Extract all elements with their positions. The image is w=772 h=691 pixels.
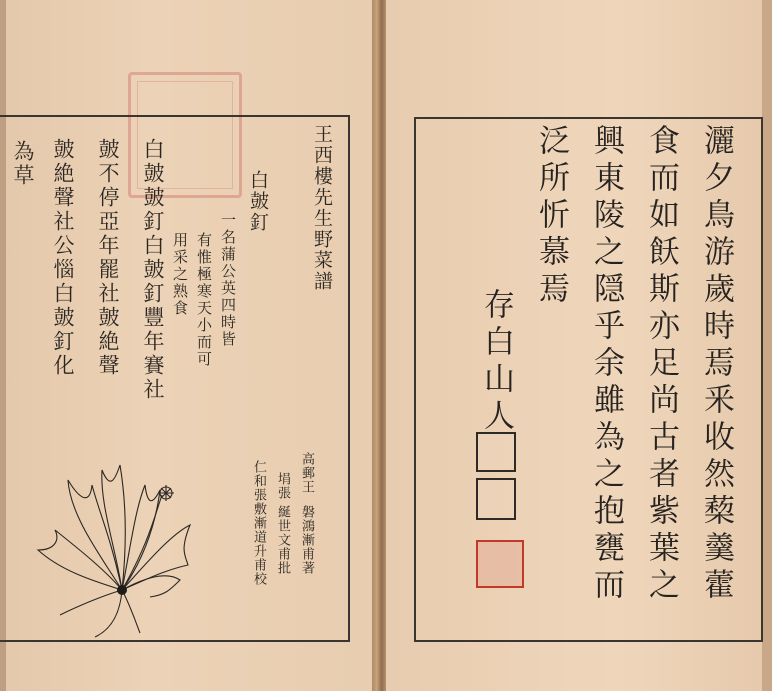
credit-1-suffix: 磐鴻漸甫著 [299,505,314,575]
black-seal-1 [476,432,516,472]
credit-2-suffix: 綖世文甫批 [275,505,290,575]
red-seal-stamp [476,540,524,588]
credit-3: 仁和張敷漸道升甫校 [251,460,266,586]
preface-column-4: 泛所忻慕焉 [533,124,569,309]
black-seal-2 [476,478,516,520]
left-page [0,0,375,691]
page-edge-right [762,0,772,691]
poem-column-1-continued: 皷釘白皷釘豐年賽社 [141,186,165,402]
poem-column-2: 皷不停亞年罷社皷絶聲 [96,138,120,378]
preface-column-2: 食而如飫斯亦足尚古者紫葉之 [643,124,679,605]
entry-heading: 白皷釘 [247,170,269,233]
entry-note-1: 一名蒲公英四時皆 [219,212,237,348]
credit-2-prefix: 埍張 [275,472,290,500]
preface-column-1: 灑夕鳥游歲時焉釆收然蔾羹藿 [698,124,734,605]
poem-column-4: 為草 [11,140,35,188]
poem-column-1: 白皷 [141,138,165,186]
signature: 存白山人 [478,288,514,436]
book-title: 王西樓先生野菜譜 [311,124,333,292]
entry-note-2: 有惟極寒天小而可 [195,232,213,368]
poem-column-3: 皷絶聲社公惱白皷釘化 [51,138,75,378]
preface-column-3: 興東陵之隠乎余雖為之抱甕而 [588,124,624,605]
credit-1-prefix: 高郵王 [299,452,314,494]
dandelion-illustration [30,455,200,640]
entry-note-3: 用采之熟食 [171,232,189,317]
